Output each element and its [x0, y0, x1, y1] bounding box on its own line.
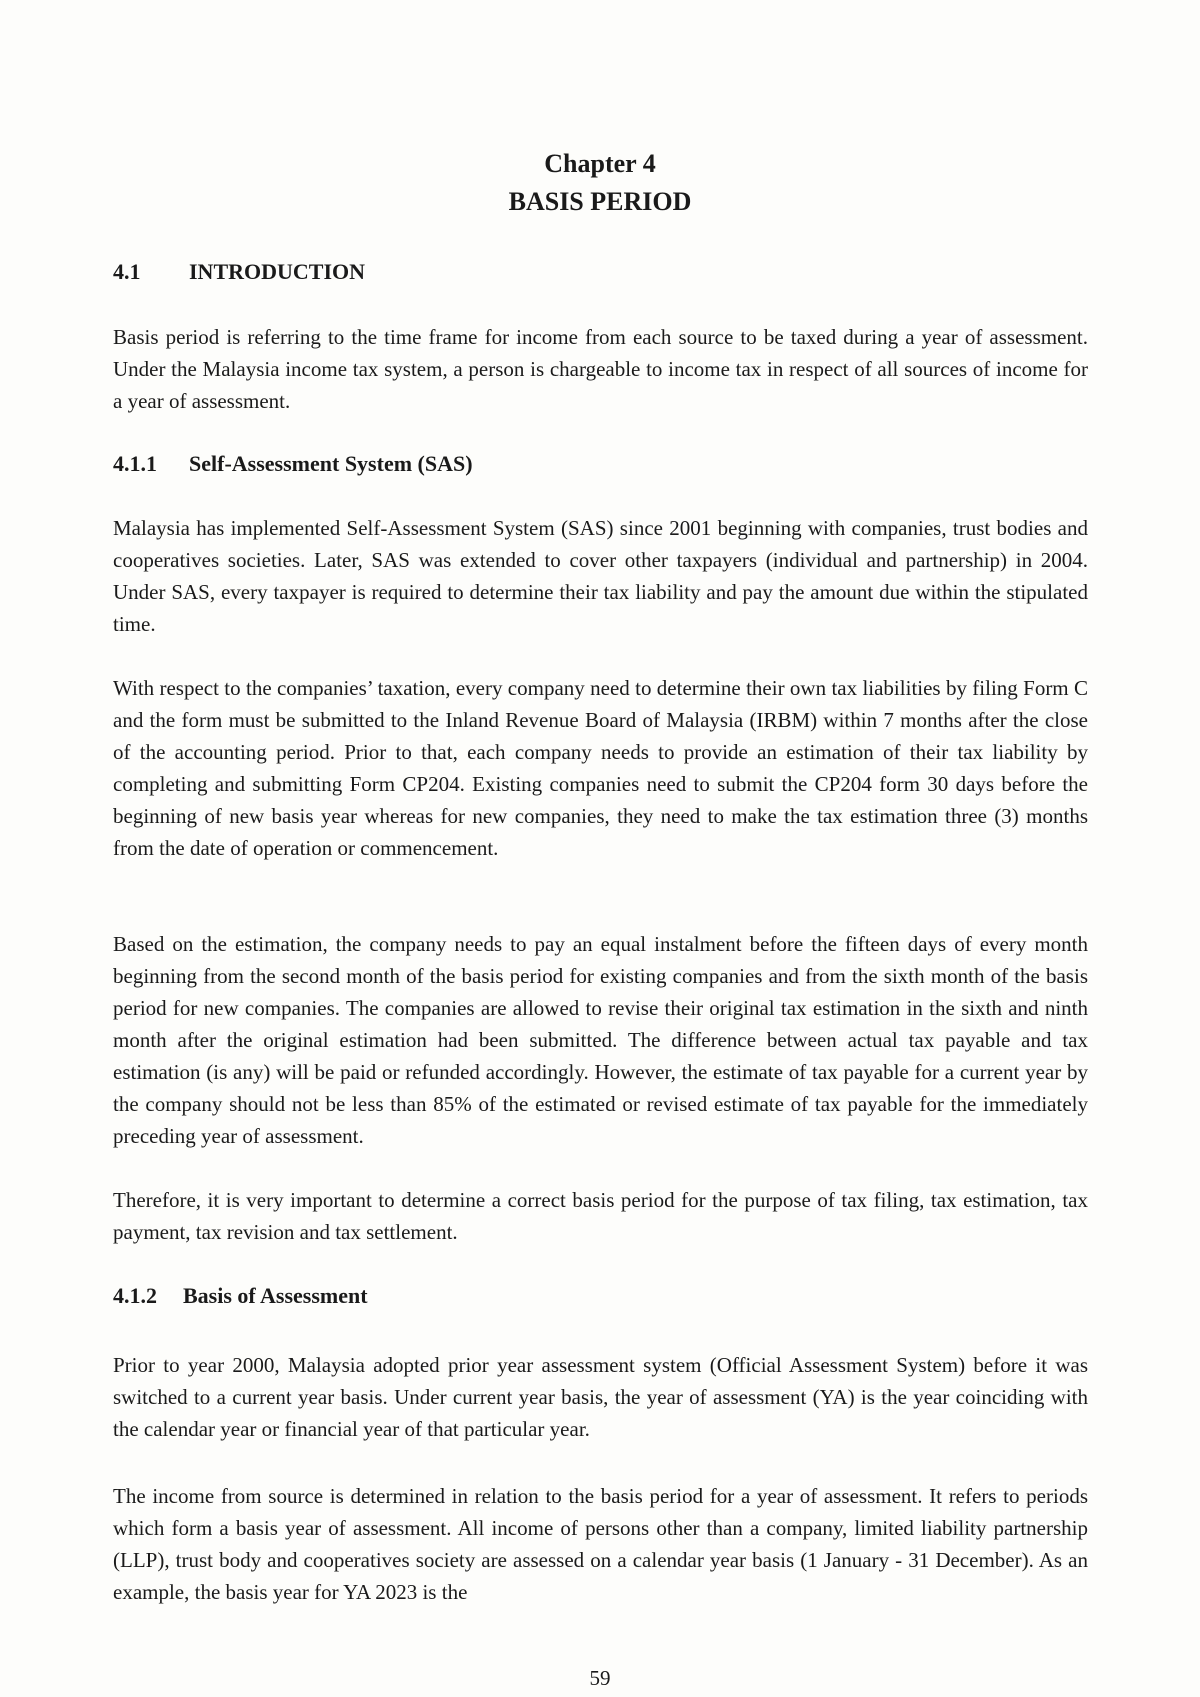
chapter-title: BASIS PERIOD — [508, 187, 692, 216]
page-number: 59 — [589, 1666, 611, 1690]
section-heading-self-assessment — [113, 450, 473, 478]
section-number: 4.1 — [113, 259, 141, 284]
paragraph-current-year-basis: Prior to year 2000, Malaysia adopted prior year assessment system (Official Assessment System) before it was switched to a current year basis. Under current year basis, the year of assessment (YA) is the year coinciding with the calendar year or financial year of that particular year. — [113, 1353, 1088, 1441]
section-title: Self-Assessment System (SAS) — [189, 451, 473, 476]
section-number: 4.1.2 — [113, 1283, 157, 1308]
paragraph-instalment-estimation: Based on the estimation, the company needs to pay an equal instalment before the fifteen days of every month beginning from the second month of the basis period for existing companies and from the sixth month of the basis period for new companies. The companies are allowed to revise their original tax estimation in the sixth and ninth month after the original estimation had been submitted. The difference between actual tax payable and tax estimation (is any) will be paid or refunded accordingly. However, the estimate of tax payable for a current year by the company should not be less than 85% of the estimated or revised estimate of tax payable for the immediately preceding year of assessment. — [113, 932, 1088, 1148]
paragraph-calendar-year-basis: The income from source is determined in relation to the basis period for a year of assessment. It refers to periods which form a basis year of assessment. All income of persons other than a company, limited liability partnership (LLP), trust body and cooperatives society are assessed on a calendar year basis (1 January - 31 December). As an example, the basis year for YA 2023 is the — [113, 1484, 1088, 1604]
section-number: 4.1.1 — [113, 451, 157, 476]
section-title: INTRODUCTION — [189, 259, 366, 284]
section-heading-basis-of-assessment — [113, 1282, 368, 1310]
paragraph-sas-implementation: Malaysia has implemented Self-Assessment System (SAS) since 2001 beginning with companies, trust bodies and cooperatives societies. Later, SAS was extended to cover other taxpayers (individual and partnership) in 2004. Under SAS, every taxpayer is required to determine their tax liability and pay the amount due within the stipulated time. — [113, 516, 1088, 636]
section-title: Basis of Assessment — [183, 1283, 368, 1308]
paragraph-importance-basis-period: Therefore, it is very important to determine a correct basis period for the purpose of tax filing, tax estimation, tax payment, tax revision and tax settlement. — [113, 1188, 1088, 1244]
paragraph-company-taxation: With respect to the companies’ taxation, every company need to determine their own tax liabilities by filing Form C and the form must be submitted to the Inland Revenue Board of Malaysia (IRBM) within 7 months after the close of the accounting period. Prior to that, each company needs to provide an estimation of their tax liability by completing and submitting Form CP204. Existing companies need to submit the CP204 form 30 days before the beginning of new basis year whereas for new companies, they need to make the tax estimation three (3) months from the date of operation or commencement. — [113, 676, 1088, 860]
chapter-number: Chapter 4 — [544, 149, 656, 178]
section-heading-introduction — [113, 258, 365, 286]
paragraph-basis-period-definition: Basis period is referring to the time frame for income from each source to be taxed during a year of assessment. Under the Malaysia income tax system, a person is chargeable to income tax in respect of all sources of income for a year of assessment. — [113, 325, 1088, 413]
